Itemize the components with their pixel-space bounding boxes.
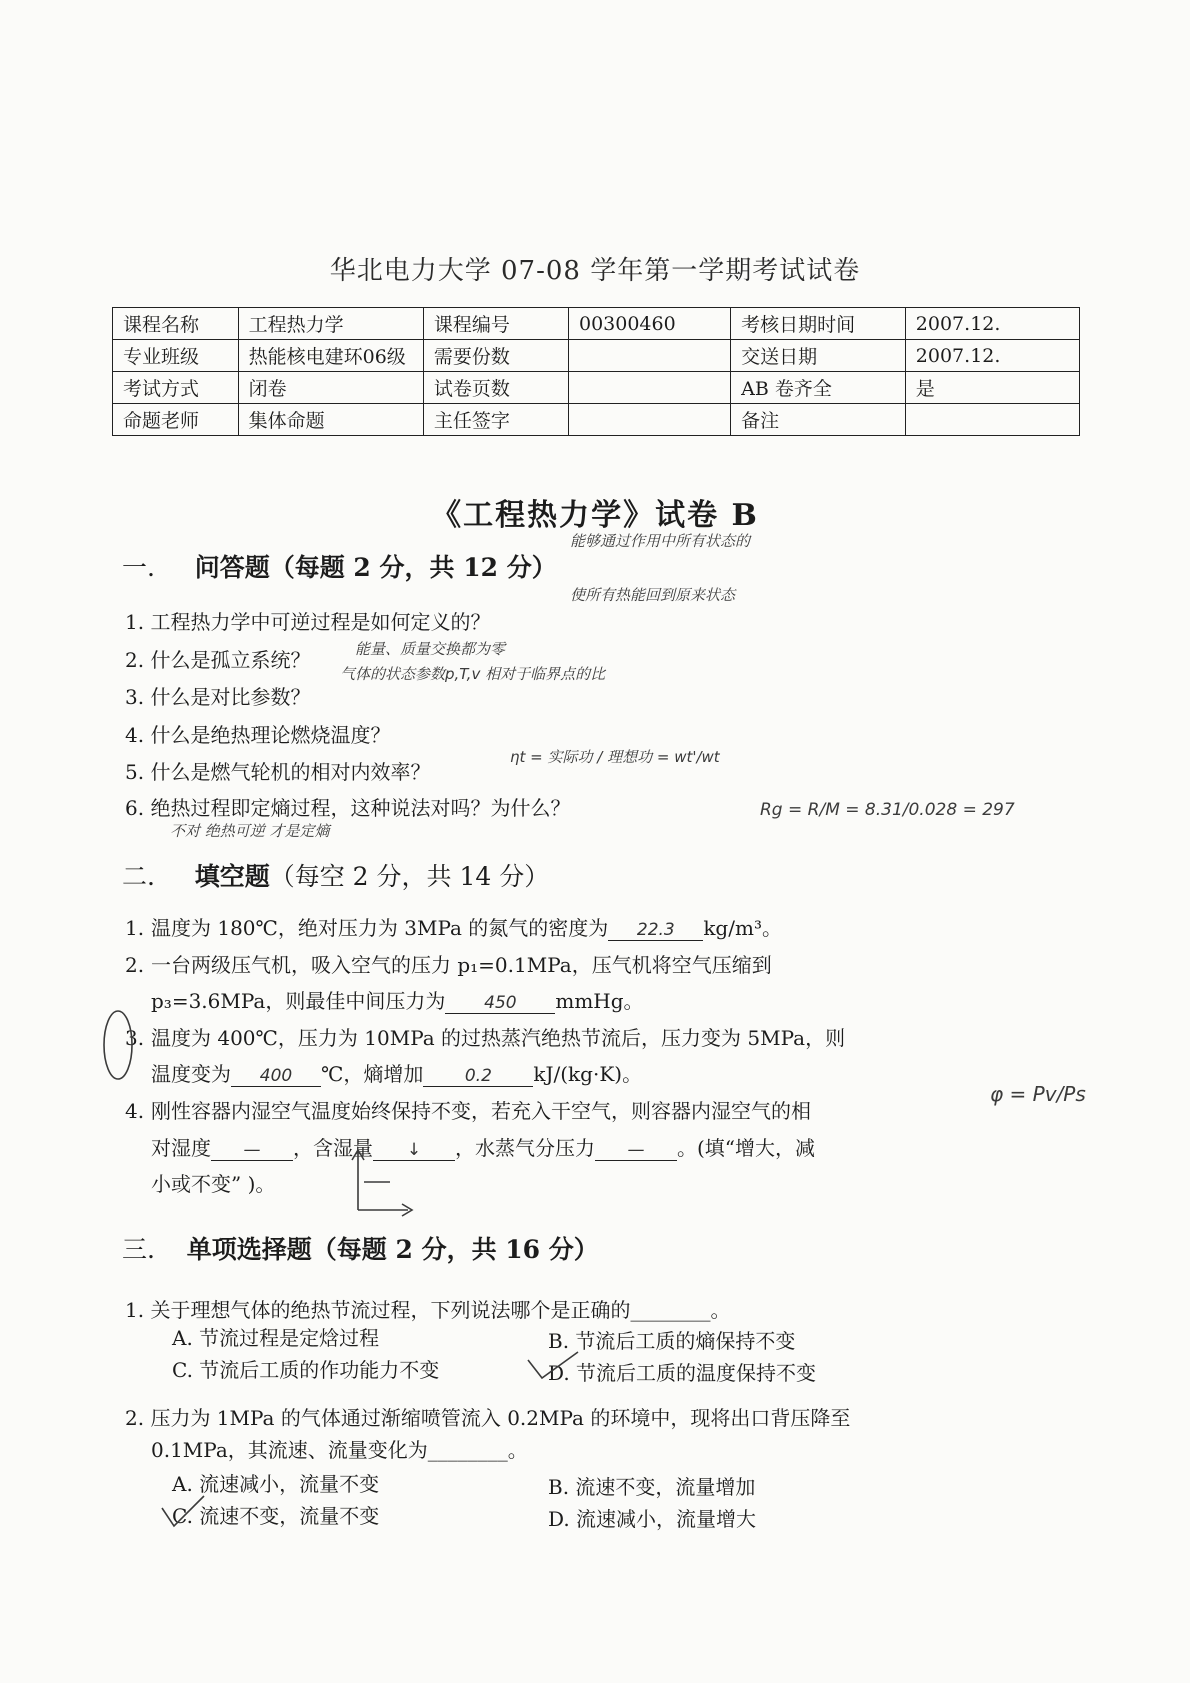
s2-q4-line1: 刚性容器内湿空气温度始终保持不变，若充入干空气，则容器内湿空气的相 (151, 1099, 811, 1123)
info-table-cell: 2007.12. (905, 340, 1079, 372)
s3-q2-option-a: A. 流速减小，流量不变 (172, 1472, 380, 1496)
handwriting-s1-note-a: 能够通过作用中所有状态的 (570, 532, 751, 550)
info-table-cell: 考核日期时间 (731, 308, 906, 340)
s2-q3-line1: 温度为 400℃，压力为 10MPa 的过热蒸汽绝热节流后，压力变为 5MPa，则 (151, 1026, 846, 1050)
s2-q4-blank1: — (211, 1140, 293, 1161)
section2-heading-text: 填空题 (194, 862, 270, 891)
s2-q4-rh-label: 对湿度 (151, 1136, 211, 1160)
info-table-cell: 工程热力学 (238, 308, 423, 340)
info-table-cell: 试卷页数 (423, 372, 568, 404)
s3-q1-option-b: B. 节流后工质的熵保持不变 (548, 1329, 796, 1353)
s3-question-2-stem-line2: 0.1MPa，其流速、流量变化为________。 (151, 1438, 528, 1462)
s2-q1-unit: kg/m³。 (703, 916, 782, 940)
s2-q2-line1: 一台两级压气机，吸入空气的压力 p₁=0.1MPa，压气机将空气压缩到 (151, 953, 772, 977)
s3-q1-option-c: C. 节流后工质的作功能力不变 (172, 1358, 440, 1382)
s1-question-5: 5. 什么是燃气轮机的相对内效率？ (125, 760, 431, 784)
section2-heading (122, 857, 549, 893)
section3-number: 三. (122, 1235, 155, 1264)
info-table-row (113, 308, 1080, 340)
s2-q2-line2: p₃=3.6MPa，则最佳中间压力为 (151, 989, 446, 1013)
s2-q2-number: 2. (125, 953, 145, 977)
section2-heading-note: （每空 2 分，共 14 分） (269, 862, 550, 891)
s2-q3-number: 3. (125, 1026, 145, 1050)
s2-q4-pressure-label: ，水蒸气分压力 (455, 1136, 595, 1160)
s2-q1-blank: 22.3 (608, 920, 703, 941)
info-table-row (113, 404, 1080, 436)
s3-q1-option-d: D. 节流后工质的温度保持不变 (548, 1361, 817, 1385)
s2-question-2-line2 (151, 985, 644, 1014)
s2-q3-blank1: 400 (231, 1066, 321, 1087)
exam-header-title: 华北电力大学 07-08 学年第一学期考试试卷 (329, 256, 861, 286)
handwritten-circle-mark (98, 1005, 138, 1085)
handwriting-s1-note-b: 使所有热能回到原来状态 (570, 586, 736, 604)
s1-question-3: 3. 什么是对比参数？ (125, 685, 311, 709)
info-table-cell: AB 卷齐全 (731, 372, 906, 404)
course-info-table (112, 307, 1080, 436)
info-table-cell: 是 (905, 372, 1079, 404)
s2-question-3-line2 (151, 1058, 642, 1087)
s2-q2-blank: 450 (445, 993, 555, 1014)
paper-title: 《工程热力学》试卷 B (431, 498, 759, 533)
handwritten-check-mark-d (522, 1348, 582, 1382)
info-table-cell: 课程编号 (423, 308, 568, 340)
section1-number: 一. (122, 553, 155, 582)
info-table-cell: 2007.12. (905, 308, 1079, 340)
s2-q4-humidity-label: ，含湿量 (293, 1136, 373, 1160)
info-table-cell (905, 404, 1079, 436)
info-table-cell: 闭卷 (238, 372, 423, 404)
s3-question-1-stem: 1. 关于理想气体的绝热节流过程，下列说法哪个是正确的________。 (125, 1298, 731, 1322)
section1-heading (122, 548, 557, 584)
handwriting-q5-note: ηt = 实际功 / 理想功 = wt'/wt (510, 748, 720, 766)
s3-q2-option-c: C. 流速不变，流量不变 (172, 1504, 380, 1528)
s2-q4-blank3: — (595, 1140, 677, 1161)
info-table-cell: 命题老师 (113, 404, 239, 436)
info-table-cell (568, 372, 730, 404)
info-table-cell: 交送日期 (731, 340, 906, 372)
section1-heading-text: 问答题 (194, 553, 270, 582)
s1-question-1: 1. 工程热力学中可逆过程是如何定义的？ (125, 610, 491, 634)
s2-q1-text: 温度为 180℃，绝对压力为 3MPa 的氮气的密度为 (151, 916, 609, 940)
s2-question-2-line1 (125, 949, 772, 978)
s2-q2-unit: mmHg。 (555, 989, 644, 1013)
s2-question-4-line3: 小或不变” )。 (151, 1172, 276, 1196)
s2-q3-entropy-label: ℃，熵增加 (321, 1062, 424, 1086)
section1-heading-note: （每题 2 分，共 12 分） (269, 553, 557, 582)
s2-q4-fill-hint: 。(填“增大，减 (677, 1136, 816, 1160)
info-table-cell: 主任签字 (423, 404, 568, 436)
info-table-cell: 00300460 (568, 308, 730, 340)
s3-q1-option-a: A. 节流过程是定焓过程 (172, 1326, 380, 1350)
info-table-cell: 热能核电建环06级 (238, 340, 423, 372)
handwritten-ts-sketch (330, 1140, 420, 1220)
handwriting-q6-note: 不对 绝热可逆 才是定熵 (170, 822, 330, 840)
section3-heading-text: 单项选择题 (186, 1235, 312, 1264)
s2-question-1 (125, 912, 782, 941)
s3-q2-option-d: D. 流速减小，流量增大 (548, 1507, 757, 1531)
section3-heading-note: （每题 2 分，共 16 分） (311, 1235, 599, 1264)
info-table-cell: 考试方式 (113, 372, 239, 404)
info-table-row (113, 372, 1080, 404)
s1-question-4: 4. 什么是绝热理论燃烧温度？ (125, 723, 391, 747)
info-table-row (113, 340, 1080, 372)
s3-q2-option-b: B. 流速不变，流量增加 (548, 1475, 756, 1499)
s2-q4-number: 4. (125, 1099, 145, 1123)
handwriting-q4-note: φ = Pv/Ps (990, 1082, 1086, 1106)
s2-q3-temp-label: 温度变为 (151, 1062, 231, 1086)
s3-question-2-stem-line1: 2. 压力为 1MPa 的气体通过渐缩喷管流入 0.2MPa 的环境中，现将出口背压降至 (125, 1406, 851, 1430)
s1-question-2: 2. 什么是孤立系统？ (125, 648, 311, 672)
info-table-cell: 集体命题 (238, 404, 423, 436)
s2-question-4-line1 (125, 1095, 811, 1124)
s2-q3-blank2: 0.2 (423, 1066, 533, 1087)
info-table-cell: 课程名称 (113, 308, 239, 340)
section3-heading (122, 1230, 599, 1266)
s2-question-3-line1 (125, 1022, 845, 1051)
handwriting-calc-note: Rg = R/M = 8.31/0.028 = 297 (760, 800, 1015, 820)
info-table-cell: 备注 (731, 404, 906, 436)
section2-number: 二. (122, 862, 155, 891)
info-table-cell (568, 404, 730, 436)
info-table-cell: 专业班级 (113, 340, 239, 372)
info-table-cell: 需要份数 (423, 340, 568, 372)
s2-q4-blank2: ↓ (373, 1140, 455, 1161)
s1-question-6: 6. 绝热过程即定熵过程，这种说法对吗？为什么？ (125, 796, 571, 820)
s2-q3-unit: kJ/(kg·K)。 (533, 1062, 643, 1086)
s2-q1-number: 1. (125, 916, 145, 940)
handwriting-q3-note: 气体的状态参数p,T,v 相对于临界点的比 (340, 665, 606, 683)
handwriting-q2-note: 能量、质量交换都为零 (355, 640, 506, 658)
info-table-cell (568, 340, 730, 372)
handwritten-check-mark-c (158, 1494, 208, 1530)
s2-question-4-line2 (151, 1132, 815, 1161)
